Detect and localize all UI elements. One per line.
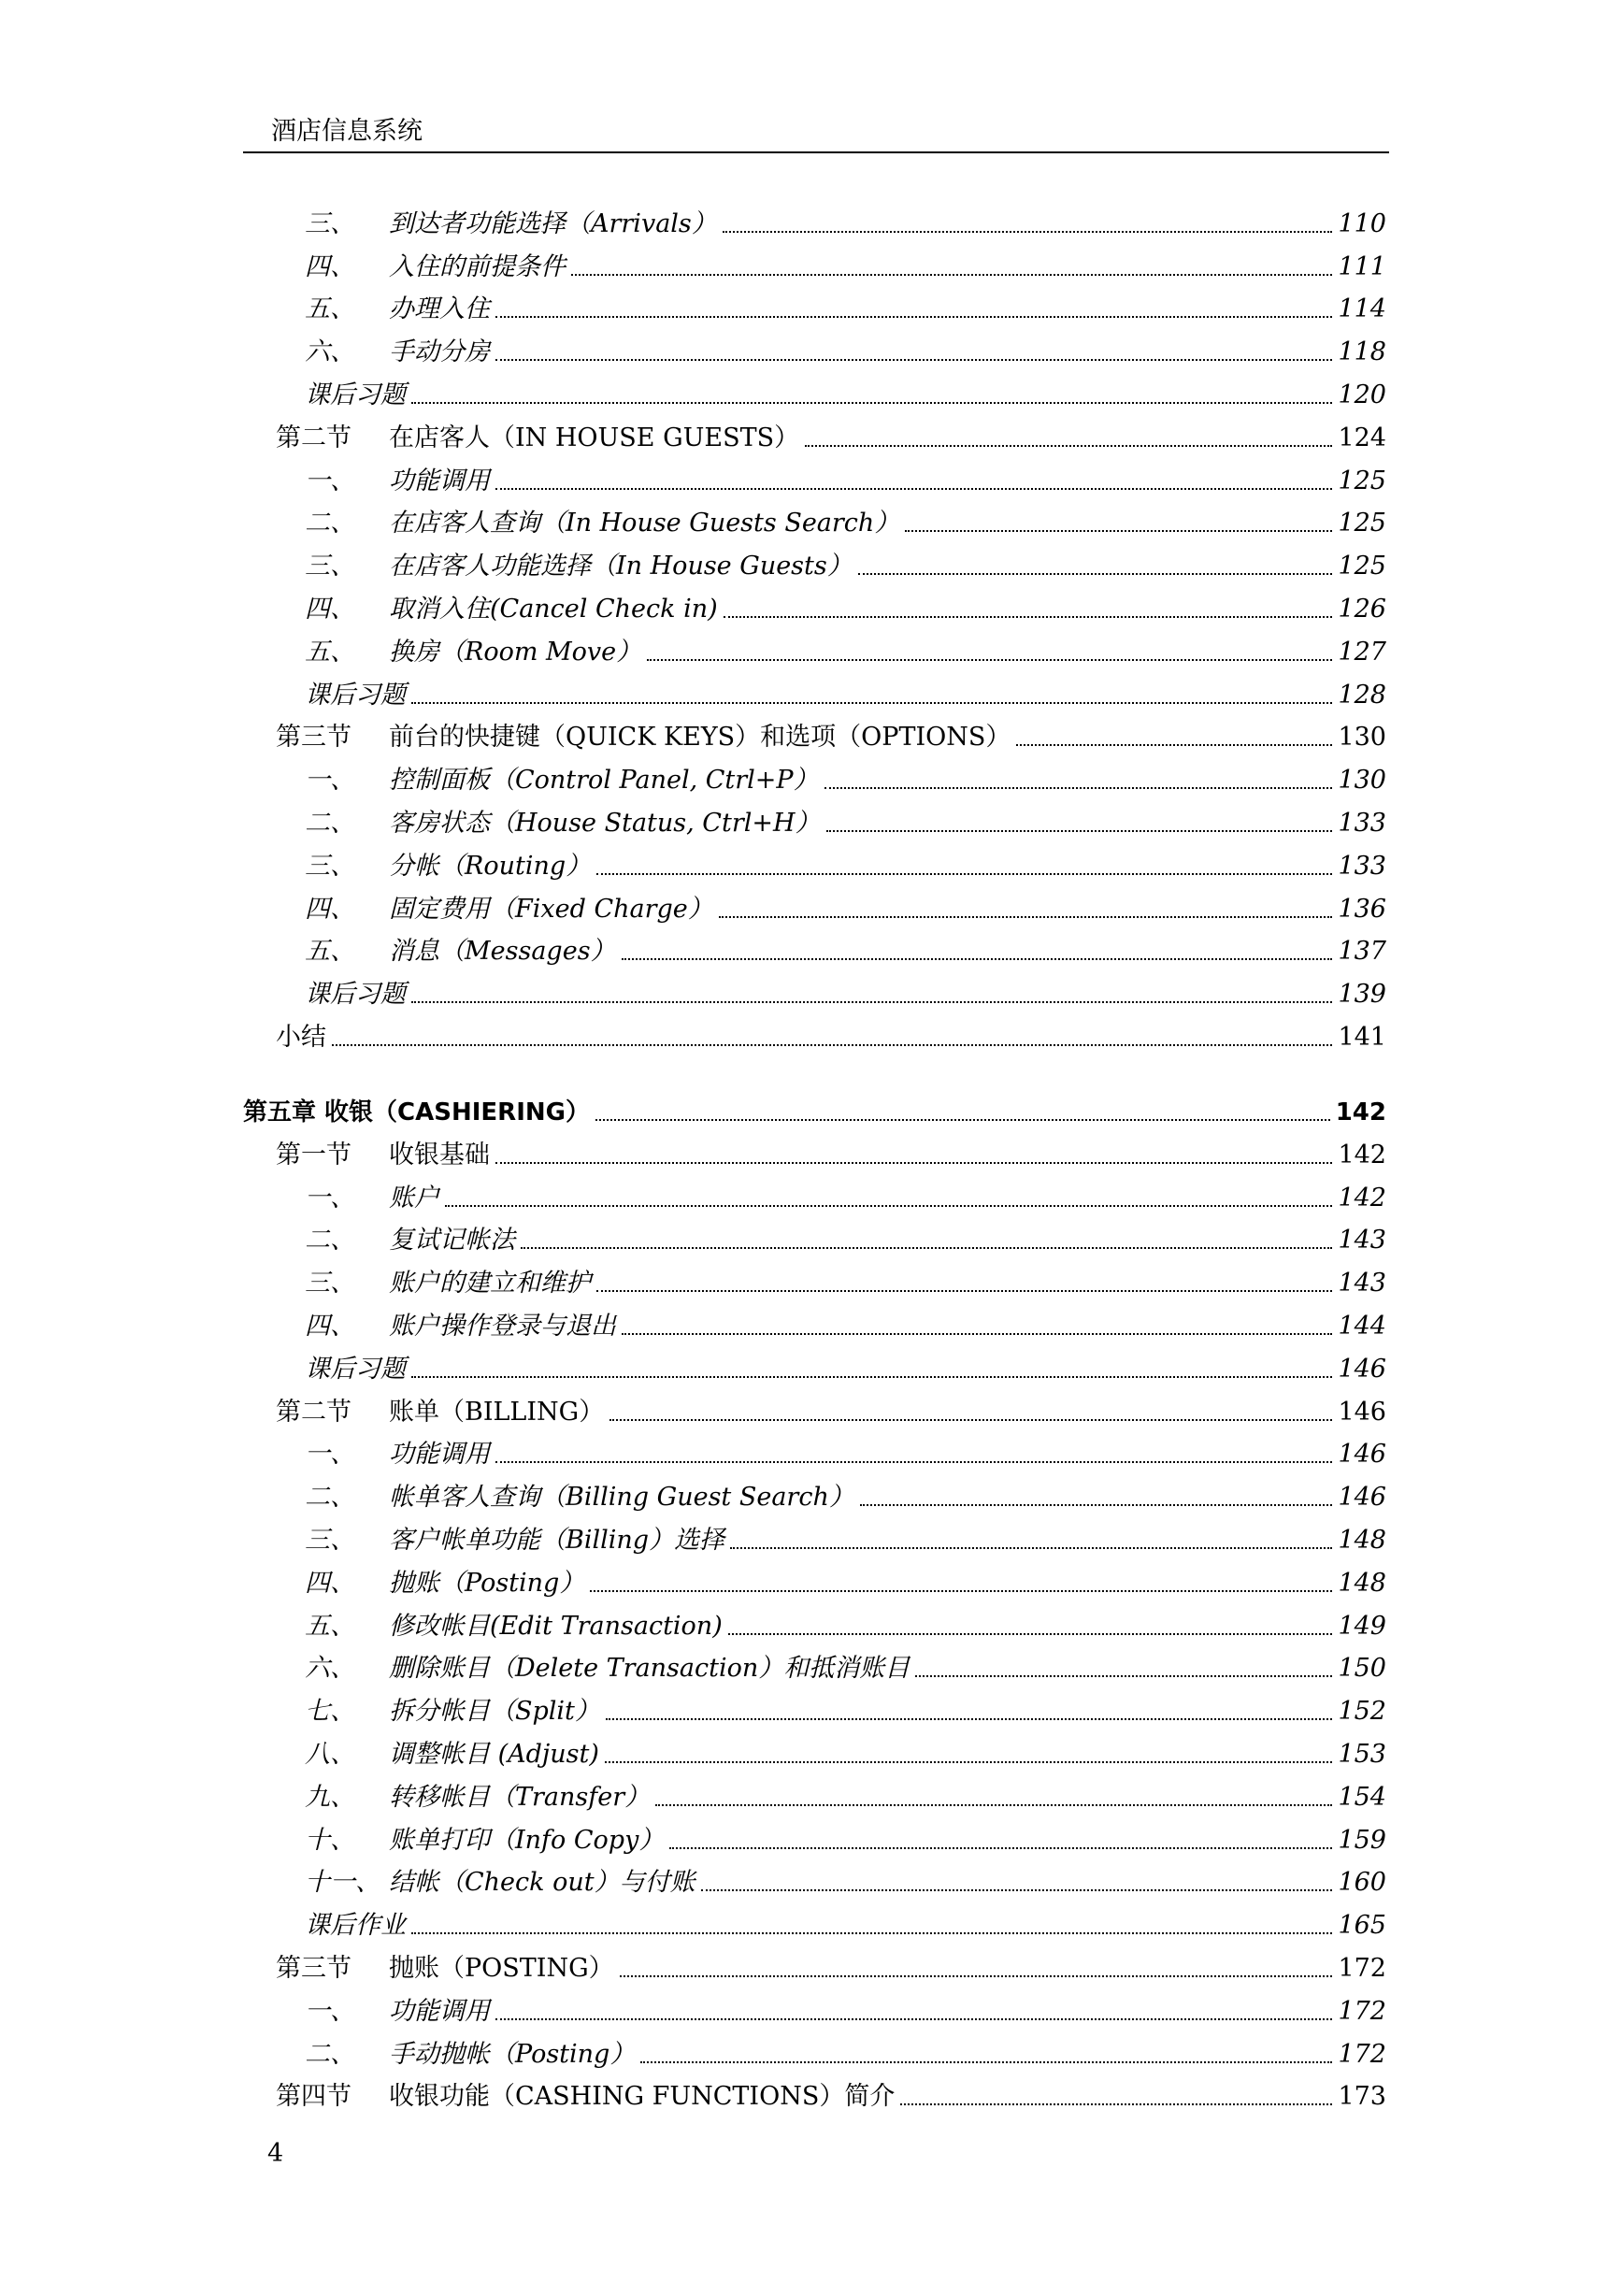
toc-entry-page: 153 — [1338, 1739, 1386, 1769]
toc-entry-page: 146 — [1338, 1354, 1386, 1384]
toc-entry-page: 152 — [1338, 1697, 1386, 1727]
toc-entry-title: 客户帐单功能（Billing）选择 — [389, 1525, 725, 1555]
toc-entry-number: 一、 — [305, 1996, 355, 2026]
toc-entry-number: 一、 — [305, 1440, 355, 1470]
toc-subsection-entry[interactable] — [243, 2027, 1386, 2070]
toc-entry-number: 五、 — [305, 1611, 355, 1641]
toc-entry-title: 换房（Room Move） — [389, 637, 642, 667]
dot-leader — [824, 787, 1333, 789]
toc-subsection-entry[interactable] — [243, 1727, 1386, 1770]
toc-entry-page: 141 — [1338, 1022, 1386, 1052]
toc-exercise-entry[interactable] — [243, 1342, 1386, 1385]
toc-entry-number: 第一节 — [276, 1140, 351, 1170]
toc-section-entry[interactable] — [243, 2070, 1386, 2113]
toc-section-entry[interactable] — [243, 1385, 1386, 1428]
dot-leader — [724, 616, 1333, 618]
toc-entry-number: 三、 — [305, 552, 355, 581]
toc-entry-title: 入住的前提条件 — [389, 251, 566, 281]
dot-leader — [521, 1247, 1332, 1249]
dot-leader — [411, 702, 1332, 704]
dot-leader — [495, 488, 1332, 490]
toc-entry-page: 125 — [1338, 552, 1386, 581]
toc-subsection-entry[interactable] — [243, 1470, 1386, 1513]
dot-leader — [495, 2018, 1332, 2020]
toc-entry-page: 143 — [1338, 1226, 1386, 1256]
toc-entry-title: 账单（BILLING） — [389, 1397, 605, 1427]
dot-leader — [701, 1889, 1333, 1891]
toc-exercise-entry[interactable] — [243, 667, 1386, 710]
toc-entry-page: 130 — [1338, 766, 1386, 796]
dot-leader — [915, 1675, 1332, 1677]
toc-subsection-entry[interactable] — [243, 196, 1386, 239]
toc-entry-page: 133 — [1338, 851, 1386, 881]
toc-entry-number: 三、 — [305, 208, 355, 238]
toc-entry-title: 客房状态（House Status, Ctrl+H） — [389, 808, 821, 838]
toc-subsection-entry[interactable] — [243, 1642, 1386, 1685]
toc-entry-title: 到达者功能选择（Arrivals） — [389, 208, 717, 238]
toc-entry-title: 删除账目（Delete Transaction）和抵消账目 — [389, 1654, 910, 1684]
toc-entry-title: 课后作业 — [305, 1911, 406, 1941]
toc-entry-page: 111 — [1338, 251, 1386, 281]
dot-leader — [655, 1804, 1332, 1806]
toc-subsection-entry[interactable] — [243, 1856, 1386, 1899]
dot-leader — [858, 573, 1333, 575]
toc-entry-page: 127 — [1338, 637, 1386, 667]
toc-entry-page: 148 — [1338, 1525, 1386, 1555]
dot-leader — [332, 1044, 1332, 1046]
toc-entry-title: 手动分房 — [389, 337, 490, 367]
toc-subsection-entry[interactable] — [243, 925, 1386, 968]
dot-leader — [860, 1504, 1333, 1506]
toc-entry-number: 八、 — [305, 1739, 355, 1769]
toc-entry-page: 130 — [1338, 723, 1386, 753]
toc-subsection-entry[interactable] — [243, 1170, 1386, 1213]
toc-subsection-entry[interactable] — [243, 496, 1386, 539]
toc-subsection-entry[interactable] — [243, 1256, 1386, 1299]
toc-exercise-entry[interactable] — [243, 367, 1386, 410]
toc-entry-title: 帐单客人查询（Billing Guest Search） — [389, 1483, 854, 1513]
toc-entry-page: 172 — [1338, 1953, 1386, 1983]
dot-leader — [411, 1376, 1332, 1378]
toc-entry-page: 143 — [1338, 1269, 1386, 1299]
dot-leader — [826, 830, 1333, 832]
dot-leader — [411, 402, 1332, 404]
toc-entry-page: 125 — [1338, 466, 1386, 495]
toc-entry-page: 160 — [1338, 1868, 1386, 1898]
toc-section-entry[interactable] — [243, 410, 1386, 453]
toc-entry-number: 一、 — [305, 466, 355, 495]
toc-entry-title: 功能调用 — [389, 466, 490, 495]
toc-chapter-entry[interactable] — [243, 1069, 1386, 1127]
dot-leader — [805, 445, 1332, 447]
toc-entry-title: 手动抛帐（Posting） — [389, 2039, 636, 2069]
toc-subsection-entry[interactable] — [243, 1770, 1386, 1813]
toc-subsection-entry[interactable] — [243, 796, 1386, 839]
toc-subsection-entry[interactable] — [243, 839, 1386, 882]
toc-entry-number: 四、 — [305, 251, 355, 281]
toc-entry-page: 142 — [1338, 1140, 1386, 1170]
dot-leader — [596, 1290, 1332, 1292]
toc-entry-page: 137 — [1338, 937, 1386, 967]
toc-subsection-entry[interactable] — [243, 1213, 1386, 1256]
toc-entry-title: 功能调用 — [389, 1996, 490, 2026]
toc-entry-title: 课后习题 — [305, 680, 406, 710]
toc-entry-number: 二、 — [305, 808, 355, 838]
toc-entry-number: 二、 — [305, 2039, 355, 2069]
toc-section-entry[interactable] — [243, 1941, 1386, 1984]
header-rule — [243, 151, 1389, 153]
toc-subsection-entry[interactable] — [243, 1599, 1386, 1642]
toc-entry-page: 128 — [1338, 680, 1386, 710]
toc-subsection-entry[interactable] — [243, 1684, 1386, 1727]
toc-entry-title: 办理入住 — [389, 294, 490, 324]
page-number: 4 — [267, 2139, 284, 2168]
toc-entry-number: 一、 — [305, 766, 355, 796]
toc-subsection-entry[interactable] — [243, 581, 1386, 624]
dot-leader — [606, 1718, 1333, 1720]
toc-entry-page: 172 — [1338, 1996, 1386, 2026]
toc-entry-page: 118 — [1338, 337, 1386, 367]
toc-entry-title: 修改帐目(Edit Transaction) — [389, 1611, 723, 1641]
toc-entry-number: 六、 — [305, 1654, 355, 1684]
toc-entry-page: 146 — [1338, 1397, 1386, 1427]
toc-entry-title: 在店客人功能选择（In House Guests） — [389, 552, 853, 581]
toc-entry-title: 第五章 收银（CASHIERING） — [243, 1098, 590, 1126]
toc-entry-number: 三、 — [305, 1269, 355, 1299]
toc-entry-title: 课后习题 — [305, 1354, 406, 1384]
toc-section-entry[interactable] — [243, 1010, 1386, 1053]
toc-entry-page: 126 — [1338, 594, 1386, 624]
dot-leader — [411, 1932, 1332, 1934]
toc-subsection-entry[interactable] — [243, 1513, 1386, 1556]
toc-entry-number: 五、 — [305, 937, 355, 967]
toc-entry-title: 消息（Messages） — [389, 937, 616, 967]
toc-subsection-entry[interactable] — [243, 1813, 1386, 1856]
dot-leader — [411, 1001, 1332, 1003]
toc-entry-page: 142 — [1335, 1098, 1386, 1126]
running-header: 酒店信息系统 — [271, 117, 423, 146]
toc-entry-title: 小结 — [276, 1022, 326, 1052]
toc-entry-page: 173 — [1338, 2082, 1386, 2112]
toc-entry-page: 125 — [1338, 509, 1386, 538]
toc-entry-title: 账户操作登录与退出 — [389, 1311, 616, 1341]
toc-entry-page: 114 — [1338, 294, 1386, 324]
toc-entry-page: 159 — [1338, 1825, 1386, 1855]
toc-subsection-entry[interactable] — [243, 239, 1386, 282]
toc-entry-title: 在店客人查询（In House Guests Search） — [389, 509, 900, 538]
toc-entry-page: 124 — [1338, 423, 1386, 452]
toc-entry-number: 二、 — [305, 509, 355, 538]
toc-entry-title: 分帐（Routing） — [389, 851, 592, 881]
toc-entry-page: 120 — [1338, 380, 1386, 409]
toc-entry-title: 复试记帐法 — [389, 1226, 515, 1256]
toc-entry-page: 150 — [1338, 1654, 1386, 1684]
toc-subsection-entry[interactable] — [243, 1556, 1386, 1599]
dot-leader — [723, 231, 1333, 233]
toc-entry-number: 三、 — [305, 1525, 355, 1555]
toc-section-entry[interactable] — [243, 1127, 1386, 1170]
toc-entry-page: 146 — [1338, 1440, 1386, 1470]
toc-section-entry[interactable] — [243, 710, 1386, 753]
toc-entry-number: 五、 — [305, 637, 355, 667]
toc-exercise-entry[interactable] — [243, 967, 1386, 1010]
toc-subsection-entry[interactable] — [243, 538, 1386, 581]
dot-leader — [609, 1419, 1332, 1421]
toc-entry-title: 课后习题 — [305, 380, 406, 409]
dot-leader — [622, 958, 1333, 960]
toc-entry-page: 142 — [1338, 1183, 1386, 1213]
dot-leader — [495, 316, 1332, 318]
toc-entry-number: 二、 — [305, 1226, 355, 1256]
toc-entry-page: 172 — [1338, 2039, 1386, 2069]
dot-leader — [596, 873, 1332, 875]
dot-leader — [719, 916, 1333, 918]
toc-entry-number: 十、 — [305, 1825, 355, 1855]
toc-entry-page: 133 — [1338, 808, 1386, 838]
toc-entry-title: 功能调用 — [389, 1440, 490, 1470]
dot-leader — [669, 1847, 1332, 1849]
toc-entry-title: 抛账（POSTING） — [389, 1953, 614, 1983]
toc-entry-page: 148 — [1338, 1568, 1386, 1598]
toc-subsection-entry[interactable] — [243, 753, 1386, 796]
toc-entry-title: 转移帐目（Transfer） — [389, 1782, 651, 1812]
toc-entry-number: 九、 — [305, 1782, 355, 1812]
toc-entry-page: 110 — [1338, 208, 1386, 238]
toc-entry-number: 六、 — [305, 337, 355, 367]
toc-entry-number: 第四节 — [276, 2082, 351, 2112]
toc-entry-number: 四、 — [305, 1568, 355, 1598]
toc-subsection-entry[interactable] — [243, 324, 1386, 367]
dot-leader — [647, 659, 1332, 661]
toc-entry-number: 二、 — [305, 1483, 355, 1513]
toc-entry-title: 账户 — [389, 1183, 439, 1213]
toc-entry-number: 十一、 — [305, 1868, 380, 1898]
dot-leader — [495, 1461, 1332, 1463]
toc-entry-title: 收银功能（CASHING FUNCTIONS）简介 — [389, 2082, 896, 2112]
toc-entry-title: 账单打印（Info Copy） — [389, 1825, 665, 1855]
toc-entry-number: 四、 — [305, 1311, 355, 1341]
dot-leader — [605, 1761, 1333, 1763]
toc-entry-title: 在店客人（IN HOUSE GUESTS） — [389, 423, 800, 452]
dot-leader — [595, 1119, 1330, 1121]
toc-entry-page: 149 — [1338, 1611, 1386, 1641]
toc-subsection-entry[interactable] — [243, 1984, 1386, 2027]
toc-entry-title: 取消入住(Cancel Check in) — [389, 594, 718, 624]
dot-leader — [905, 530, 1332, 532]
toc-entry-number: 第三节 — [276, 723, 351, 753]
toc-subsection-entry[interactable] — [243, 624, 1386, 667]
toc-subsection-entry[interactable] — [243, 282, 1386, 325]
dot-leader — [728, 1633, 1333, 1635]
toc-entry-page: 165 — [1338, 1911, 1386, 1941]
dot-leader — [571, 274, 1332, 276]
toc-entry-title: 结帐（Check out）与付账 — [389, 1868, 695, 1898]
toc-entry-page: 144 — [1338, 1311, 1386, 1341]
toc-entry-title: 账户的建立和维护 — [389, 1269, 591, 1299]
toc-entry-page: 154 — [1338, 1782, 1386, 1812]
dot-leader — [1016, 744, 1332, 746]
toc-entry-title: 调整帐目 (Adjust) — [389, 1739, 599, 1769]
toc-subsection-entry[interactable] — [243, 1299, 1386, 1342]
toc-entry-number: 四、 — [305, 894, 355, 924]
toc-entry-number: 第二节 — [276, 1397, 351, 1427]
toc-subsection-entry[interactable] — [243, 1428, 1386, 1471]
toc-subsection-entry[interactable] — [243, 453, 1386, 496]
dot-leader — [620, 1975, 1333, 1977]
toc-entry-page: 146 — [1338, 1483, 1386, 1513]
toc-entry-title: 课后习题 — [305, 980, 406, 1010]
toc-entry-title: 收银基础 — [389, 1140, 490, 1170]
toc-exercise-entry[interactable] — [243, 1898, 1386, 1941]
toc-entry-number: 一、 — [305, 1183, 355, 1213]
dot-leader — [622, 1333, 1332, 1335]
toc-entry-title: 抛账（Posting） — [389, 1568, 585, 1598]
dot-leader — [445, 1205, 1332, 1207]
toc-entry-number: 五、 — [305, 294, 355, 324]
dot-leader — [495, 359, 1332, 361]
toc-entry-page: 139 — [1338, 980, 1386, 1010]
toc-subsection-entry[interactable] — [243, 882, 1386, 925]
toc-entry-number: 第三节 — [276, 1953, 351, 1983]
toc-entry-title: 控制面板（Control Panel, Ctrl+P） — [389, 766, 819, 796]
toc-entry-title: 前台的快捷键（QUICK KEYS）和选项（OPTIONS） — [389, 723, 1011, 753]
toc-entry-title: 固定费用（Fixed Charge） — [389, 894, 713, 924]
toc-entry-number: 七、 — [305, 1697, 355, 1727]
dot-leader — [495, 1162, 1332, 1164]
toc-entry-number: 四、 — [305, 594, 355, 624]
toc-entry-number: 三、 — [305, 851, 355, 881]
toc-entry-title: 拆分帐目（Split） — [389, 1697, 600, 1727]
toc-entry-page: 136 — [1338, 894, 1386, 924]
dot-leader — [590, 1590, 1332, 1592]
dot-leader — [900, 2103, 1332, 2105]
dot-leader — [640, 2061, 1332, 2063]
toc-entry-number: 第二节 — [276, 423, 351, 452]
dot-leader — [730, 1547, 1332, 1549]
